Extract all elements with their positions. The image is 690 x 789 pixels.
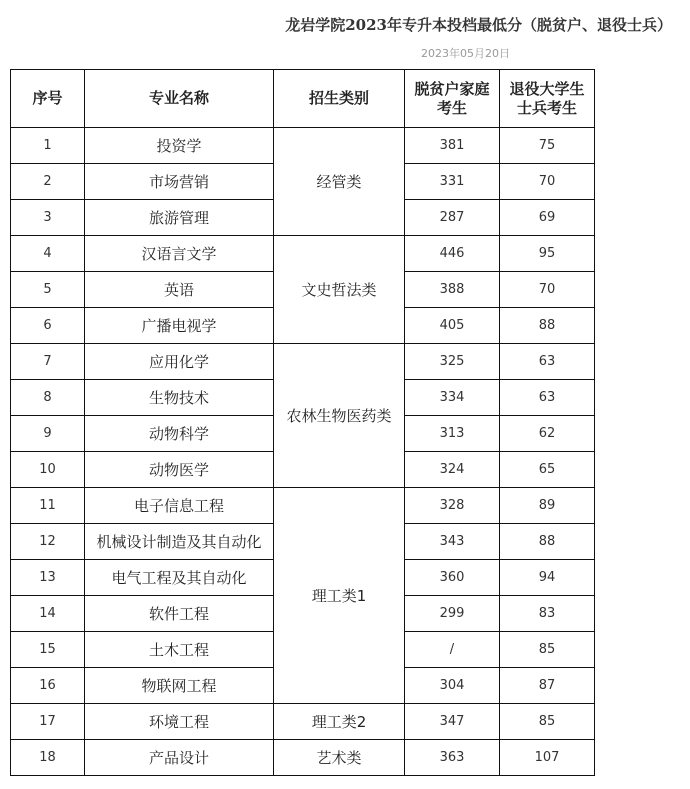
veteran-score-cell: 62	[500, 416, 595, 452]
poverty-score-cell: 299	[405, 596, 500, 632]
seq-cell: 11	[11, 488, 85, 524]
table-row	[11, 488, 595, 524]
header-seq: 序号	[11, 70, 85, 128]
category-cell: 文史哲法类	[274, 236, 405, 344]
seq-cell: 8	[11, 380, 85, 416]
poverty-score-cell: 304	[405, 668, 500, 704]
poverty-score-cell: 331	[405, 164, 500, 200]
poverty-score-cell: 381	[405, 128, 500, 164]
seq-cell: 6	[11, 308, 85, 344]
poverty-score-cell: 334	[405, 380, 500, 416]
header-category: 招生类别	[274, 70, 405, 128]
poverty-score-cell: 343	[405, 524, 500, 560]
veteran-score-cell: 69	[500, 200, 595, 236]
major-cell: 广播电视学	[85, 308, 274, 344]
major-cell: 软件工程	[85, 596, 274, 632]
major-cell: 应用化学	[85, 344, 274, 380]
poverty-score-cell: 328	[405, 488, 500, 524]
veteran-score-cell: 95	[500, 236, 595, 272]
veteran-score-cell: 88	[500, 308, 595, 344]
publish-date: 2023年05月20日	[421, 47, 510, 60]
veteran-score-cell: 88	[500, 524, 595, 560]
veteran-score-cell: 65	[500, 452, 595, 488]
category-cell: 理工类1	[274, 488, 405, 704]
table-row	[11, 128, 595, 164]
header-poverty-line1: 脱贫户家庭	[414, 79, 490, 98]
header-veteran-score	[500, 70, 595, 128]
header-poverty-line2: 考生	[436, 98, 467, 117]
veteran-score-cell: 85	[500, 704, 595, 740]
poverty-score-cell: 325	[405, 344, 500, 380]
seq-cell: 16	[11, 668, 85, 704]
seq-cell: 4	[11, 236, 85, 272]
seq-cell: 10	[11, 452, 85, 488]
veteran-score-cell: 63	[500, 380, 595, 416]
poverty-score-cell: 388	[405, 272, 500, 308]
veteran-score-cell: 83	[500, 596, 595, 632]
table-row	[11, 344, 595, 380]
veteran-score-cell: 94	[500, 560, 595, 596]
poverty-score-cell: 446	[405, 236, 500, 272]
veteran-score-cell: 107	[500, 740, 595, 776]
veteran-score-cell: 87	[500, 668, 595, 704]
category-cell: 理工类2	[274, 704, 405, 740]
table-row	[11, 740, 595, 776]
seq-cell: 13	[11, 560, 85, 596]
major-cell: 汉语言文学	[85, 236, 274, 272]
major-cell: 动物医学	[85, 452, 274, 488]
veteran-score-cell: 85	[500, 632, 595, 668]
veteran-score-cell: 89	[500, 488, 595, 524]
major-cell: 旅游管理	[85, 200, 274, 236]
poverty-score-cell: 363	[405, 740, 500, 776]
major-cell: 投资学	[85, 128, 274, 164]
major-cell: 动物科学	[85, 416, 274, 452]
major-cell: 产品设计	[85, 740, 274, 776]
major-cell: 生物技术	[85, 380, 274, 416]
veteran-score-cell: 75	[500, 128, 595, 164]
poverty-score-cell: 324	[405, 452, 500, 488]
poverty-score-cell: /	[405, 632, 500, 668]
table-header-row	[11, 70, 595, 128]
table-row	[11, 236, 595, 272]
header-poverty-score	[405, 70, 500, 128]
seq-cell: 2	[11, 164, 85, 200]
major-cell: 市场营销	[85, 164, 274, 200]
poverty-score-cell: 313	[405, 416, 500, 452]
seq-cell: 7	[11, 344, 85, 380]
major-cell: 土木工程	[85, 632, 274, 668]
header-veteran-line1: 退役大学生	[509, 79, 585, 98]
seq-cell: 9	[11, 416, 85, 452]
seq-cell: 12	[11, 524, 85, 560]
category-cell: 经管类	[274, 128, 405, 236]
seq-cell: 1	[11, 128, 85, 164]
poverty-score-cell: 405	[405, 308, 500, 344]
table-row	[11, 704, 595, 740]
seq-cell: 18	[11, 740, 85, 776]
major-cell: 电子信息工程	[85, 488, 274, 524]
seq-cell: 5	[11, 272, 85, 308]
poverty-score-cell: 360	[405, 560, 500, 596]
seq-cell: 15	[11, 632, 85, 668]
header-veteran-line2: 士兵考生	[516, 98, 577, 117]
seq-cell: 3	[11, 200, 85, 236]
page-title: 龙岩学院2023年专升本投档最低分（脱贫户、退役士兵）	[285, 16, 672, 34]
veteran-score-cell: 70	[500, 272, 595, 308]
category-cell: 艺术类	[274, 740, 405, 776]
veteran-score-cell: 70	[500, 164, 595, 200]
major-cell: 环境工程	[85, 704, 274, 740]
poverty-score-cell: 287	[405, 200, 500, 236]
major-cell: 电气工程及其自动化	[85, 560, 274, 596]
category-cell: 农林生物医药类	[274, 344, 405, 488]
major-cell: 英语	[85, 272, 274, 308]
seq-cell: 14	[11, 596, 85, 632]
veteran-score-cell: 63	[500, 344, 595, 380]
poverty-score-cell: 347	[405, 704, 500, 740]
major-cell: 物联网工程	[85, 668, 274, 704]
score-table	[10, 69, 595, 776]
seq-cell: 17	[11, 704, 85, 740]
header-major: 专业名称	[85, 70, 274, 128]
major-cell: 机械设计制造及其自动化	[85, 524, 274, 560]
